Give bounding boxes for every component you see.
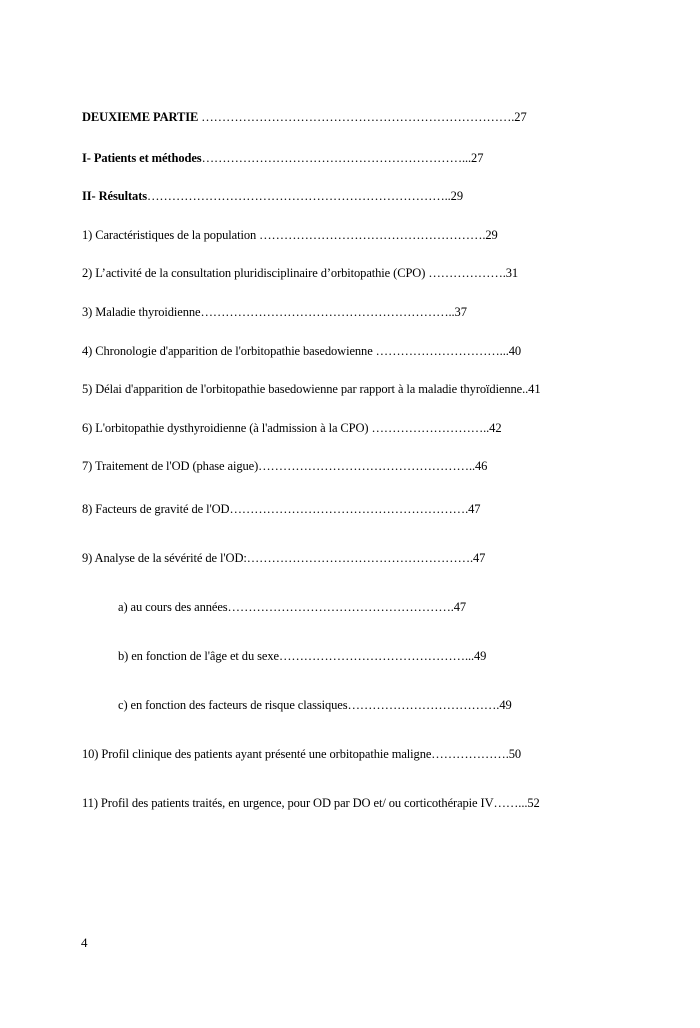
toc-entry-text: 4) Chronologie d'apparition de l'orbitopathie basedowienne …………………………...40	[82, 344, 522, 358]
toc-entry-text: 8) Facteurs de gravité de l'OD………………………………………………….47	[82, 502, 481, 516]
toc-entry-text: 10) Profil clinique des patients ayant présenté une orbitopathie maligne……………….50	[82, 747, 522, 761]
toc-entry-resultats	[82, 188, 463, 204]
toc-entry-title: I- Patients et méthodes	[82, 151, 202, 165]
toc-entry-2	[82, 265, 518, 281]
toc-entry-text: 11) Profil des patients traités, en urgence, pour OD par DO et/ ou corticothérapie IV……...52	[82, 796, 540, 810]
toc-entry-9b	[118, 648, 486, 664]
toc-entry-leader: ………………………………………………………………….27	[198, 110, 527, 124]
toc-entry-text: 6) L'orbitopathie dysthyroidienne (à l'admission à la CPO) ………………………..42	[82, 421, 502, 435]
toc-entry-4	[82, 343, 521, 359]
toc-entry-8	[82, 501, 480, 517]
toc-entry-7	[82, 458, 487, 474]
toc-entry-text: 7) Traitement de l'OD (phase aigue)……………………………………………..46	[82, 459, 488, 473]
toc-entry-title: II- Résultats	[82, 189, 148, 203]
toc-entry-10	[82, 746, 521, 762]
toc-entry-text: a) au cours des années……………………………………………….47	[118, 600, 467, 614]
toc-entry-9a	[118, 599, 466, 615]
toc-entry-patients-methodes	[82, 150, 483, 166]
toc-entry-9c	[118, 697, 512, 713]
toc-entry-11	[82, 795, 540, 811]
toc-entry-text: c) en fonction des facteurs de risque classiques……………………………….49	[118, 698, 512, 712]
toc-entry-text: 5) Délai d'apparition de l'orbitopathie basedowienne par rapport à la maladie thyroïdienne..41	[82, 382, 541, 396]
toc-entry-1	[82, 227, 498, 243]
toc-entry-leader: ………………………………………………………………..29	[147, 189, 463, 203]
toc-entry-text: 9) Analyse de la sévérité de l'OD:……………………………………………….47	[82, 551, 486, 565]
toc-entry-3	[82, 304, 467, 320]
toc-entry-9	[82, 550, 485, 566]
toc-entry-text: b) en fonction de l'âge et du sexe………………………………………...49	[118, 649, 487, 663]
toc-entry-leader: ………………………………………………………...27	[201, 151, 484, 165]
toc-entry-text: 2) L’activité de la consultation pluridisciplinaire d’orbitopathie (CPO) ……………….31	[82, 266, 519, 280]
toc-entry-title: DEUXIEME PARTIE	[82, 110, 199, 124]
toc-entry-deuxieme-partie	[82, 109, 527, 125]
toc-entry-text: 3) Maladie thyroidienne……………………………………………………..37	[82, 305, 467, 319]
toc-entry-text: 1) Caractéristiques de la population ……………………………………………….29	[82, 228, 498, 242]
page-number: 4	[81, 935, 88, 950]
toc-entry-5	[82, 381, 540, 397]
toc-entry-6	[82, 420, 501, 436]
